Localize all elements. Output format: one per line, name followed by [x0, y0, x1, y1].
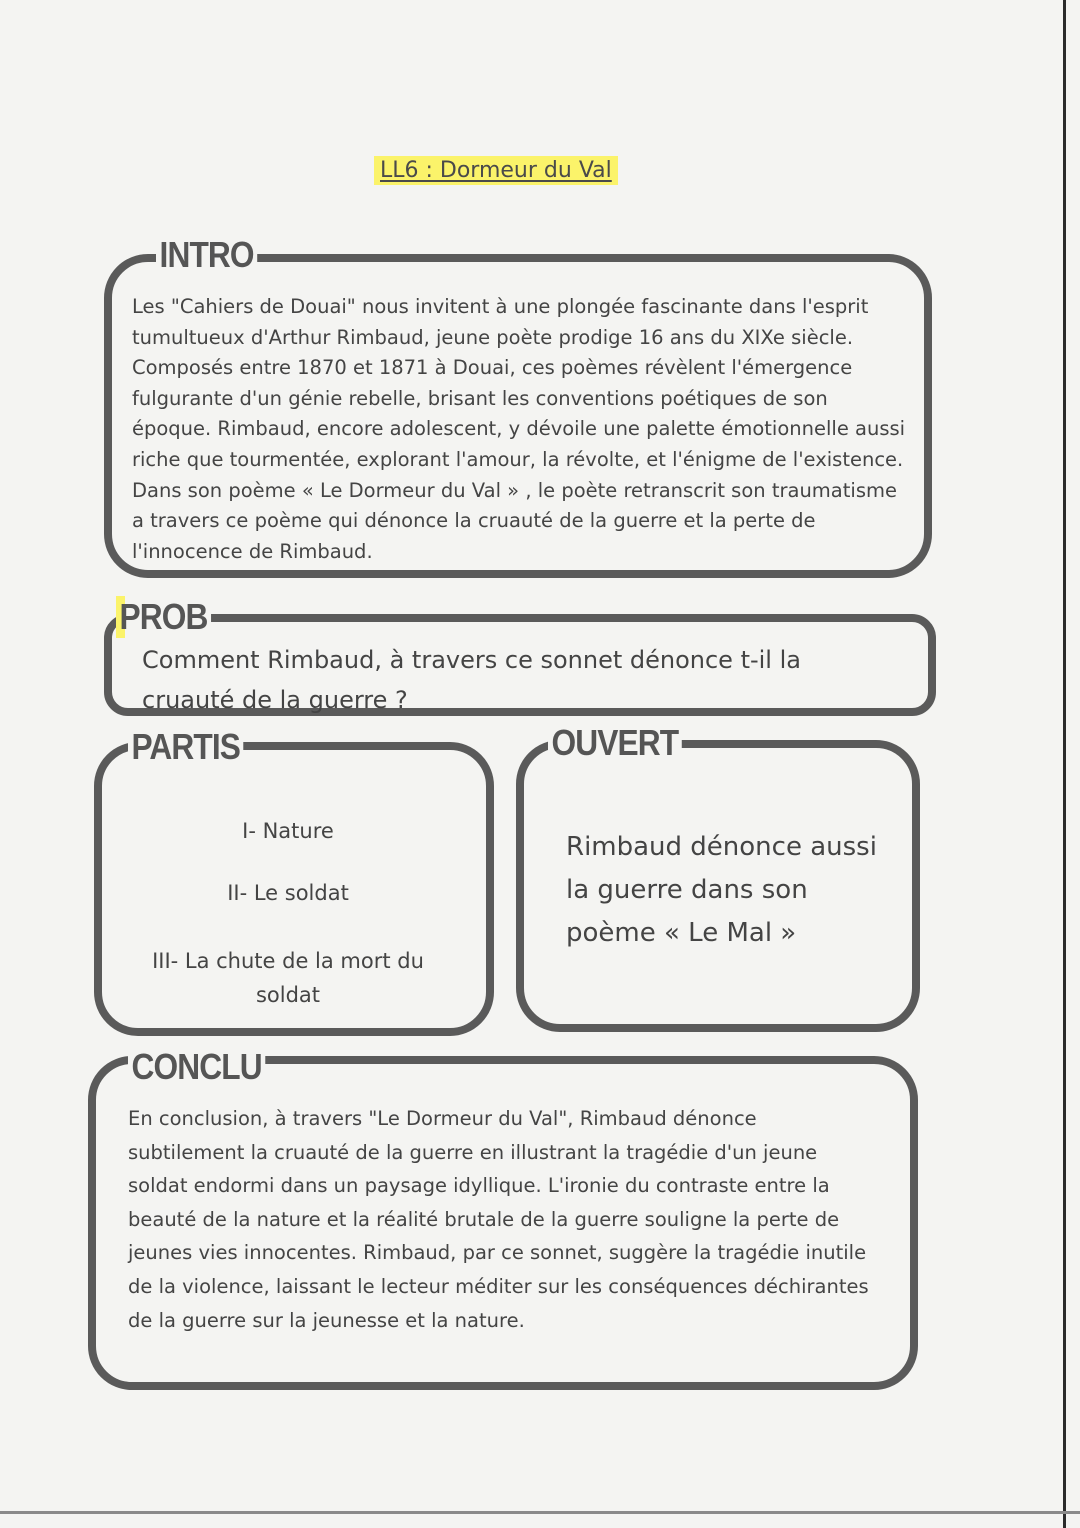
page-title: LL6 : Dormeur du Val: [374, 156, 618, 185]
partis-item-2: II- Le soldat: [227, 881, 349, 905]
partis-label: PARTIS: [128, 726, 244, 768]
intro-text: Les "Cahiers de Douai" nous invitent à une plongée fascinante dans l'esprit tumultueux d'Arthur Rimbaud, jeune poète prodige 16 ans du XIXe siècle. Composés entre 1870 et 1871 à Douai, ces poèmes révèlent l'émergence fulgurante d'un génie rebelle, brisant les conventions poétiques de son époque. Rimbaud, encore adolescent, y dévoile une palette émotionnelle aussi riche que tourmentée, explorant l'amour, la révolte, et l'énigme de l'existence. Dans son poème « Le Dormeur du Val » , le poète retranscrit son traumatisme a travers ce poème qui dénonce la cruauté de la guerre et la perte de l'innocence de Rimbaud.: [132, 295, 906, 563]
intro-label: INTRO: [156, 234, 257, 276]
conclu-text: En conclusion, à travers "Le Dormeur du Val", Rimbaud dénonce subtilement la cruauté de la guerre en illustrant la tragédie d'un jeune soldat endormi dans un paysage idyllique. L'ironie du contraste entre la beauté de la nature et la réalité brutale de la guerre souligne la perte de jeunes vies innocentes. Rimbaud, par ce sonnet, suggère la tragédie inutile de la violence, laissant le lecteur méditer sur les conséquences déchirantes de la guerre sur la jeunesse et la nature.: [128, 1107, 869, 1332]
page-edge: [1063, 0, 1066, 1528]
conclu-label: CONCLU: [128, 1046, 265, 1088]
prob-text: Comment Rimbaud, à travers ce sonnet dénonce t-il la cruauté de la guerre ?: [142, 646, 801, 714]
partis-item-3: III- La chute de la mort du soldat: [152, 949, 424, 1007]
prob-label: PROB: [116, 596, 211, 638]
partis-item-1: I- Nature: [242, 819, 334, 843]
page-edge-bottom: [0, 1511, 1080, 1514]
ouvert-text: Rimbaud dénonce aussi la guerre dans son poème « Le Mal »: [566, 832, 877, 948]
ouvert-label: OUVERT: [548, 722, 682, 764]
